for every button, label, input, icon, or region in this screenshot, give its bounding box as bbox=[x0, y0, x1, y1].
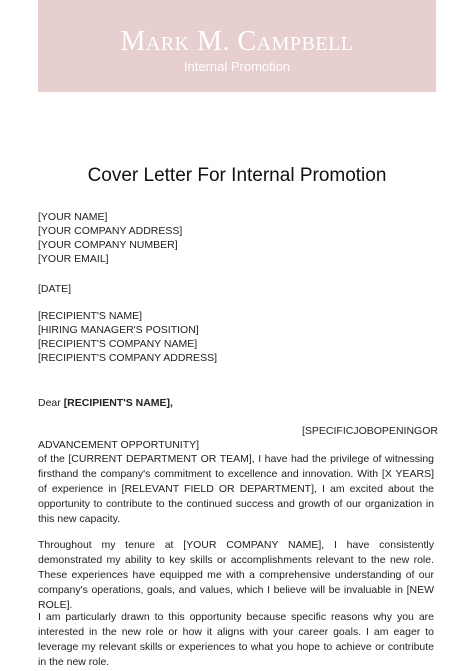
sender-address: [YOUR COMPANY ADDRESS] bbox=[38, 225, 183, 237]
recipient-name: [RECIPIENT'S NAME] bbox=[38, 310, 143, 322]
sender-name: [YOUR NAME] bbox=[38, 211, 108, 223]
paragraph-opening: of the [CURRENT DEPARTMENT OR TEAM], I have had the privilege of witnessing firsthand the company's commitment to excellence and innovation. With [X YEARS] of experience in [RELEVANT FIELD OR DEPARTMENT], I am excited about the opportunity to contribute to the continued success and growth of our organization in this new capacity. bbox=[38, 453, 434, 525]
header-banner bbox=[38, 0, 436, 92]
author-name: Mark M. Campbell bbox=[120, 26, 354, 57]
letter-date: [DATE] bbox=[38, 283, 72, 295]
opening-placeholder-continued: ADVANCEMENT OPPORTUNITY] bbox=[38, 439, 200, 451]
greeting bbox=[38, 396, 173, 410]
recipient-company: [RECIPIENT'S COMPANY NAME] bbox=[38, 338, 198, 350]
greeting-recipient: [RECIPIENT'S NAME], bbox=[63, 397, 173, 409]
opening-word: [SPECIFIC bbox=[302, 425, 354, 437]
header-subtitle: Internal Promotion bbox=[183, 59, 291, 74]
opening-placeholder bbox=[302, 424, 438, 438]
greeting-prefix: Dear bbox=[38, 397, 61, 409]
opening-word: OPENING bbox=[373, 425, 423, 437]
sender-email: [YOUR EMAIL] bbox=[38, 253, 109, 265]
opening-word: JOB bbox=[353, 425, 374, 437]
document-title: Cover Letter For Internal Promotion bbox=[87, 165, 387, 186]
recipient-position: [HIRING MANAGER'S POSITION] bbox=[38, 324, 199, 336]
opening-word: OR bbox=[422, 425, 438, 437]
paragraph-experience: Throughout my tenure at [YOUR COMPANY NAME], I have consistently demonstrated my ability to key skills or accomplishments relevant to the new role. These experiences have equipped me with a comprehensive understanding of our company's operations, goals, and values, which I believe will be invaluable in [NEW ROLE]. bbox=[38, 539, 434, 611]
recipient-address: [RECIPIENT'S COMPANY ADDRESS] bbox=[38, 352, 217, 364]
paragraph-motivation: I am particularly drawn to this opportunity because specific reasons why you are interested in the new role or how it aligns with your career goals. I am eager to leverage my relevant skills or experiences to what you hope to achieve or contribute in the new role. bbox=[38, 611, 434, 668]
sender-number: [YOUR COMPANY NUMBER] bbox=[38, 239, 178, 251]
